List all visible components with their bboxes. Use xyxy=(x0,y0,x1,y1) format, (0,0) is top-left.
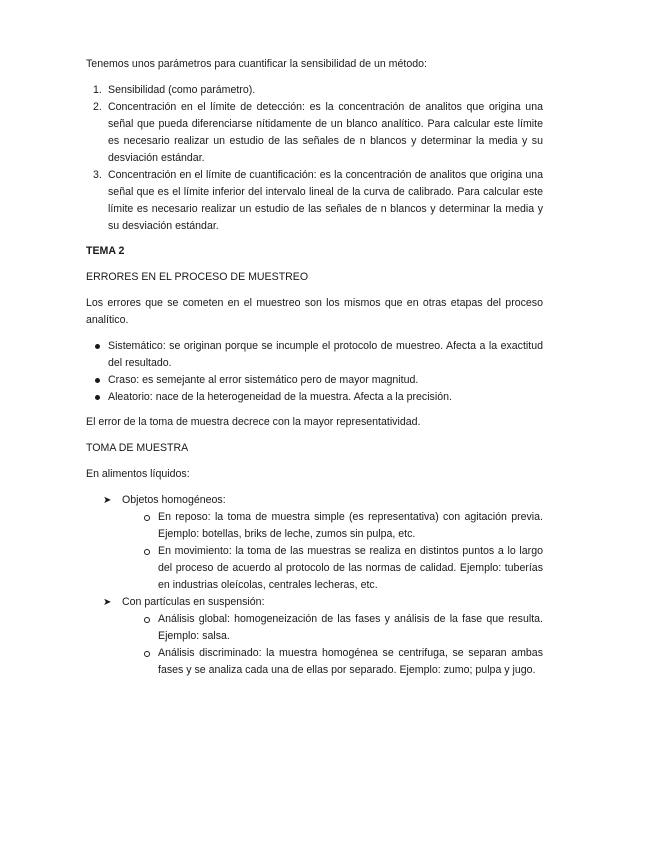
sample-type-label: Con partículas en suspensión: xyxy=(122,596,265,608)
bullet-icon xyxy=(95,344,100,349)
error-type-text: Craso: es semejante al error sistemático pero de mayor magnitud. xyxy=(108,374,419,386)
circle-bullet-icon xyxy=(144,651,150,657)
sample-type-item xyxy=(86,594,543,679)
sample-subtype-text: En movimiento: la toma de las muestras se realiza en distintos puntos a lo largo del proceso de acuerdo al protocolo de las normas de calidad. Ejemplo: tuberías en industrias oleícolas, centrales lecheras, etc. xyxy=(158,545,543,591)
sample-subtype-text: En reposo: la toma de muestra simple (es representativa) con agitación previa. Ejemplo: botellas, briks de leche, zumos sin pulpa, etc. xyxy=(158,511,543,540)
parameter-text: Concentración en el límite de cuantificación: es la concentración de analitos que origina una señal que es el límite inferior del intervalo lineal de la curva de calibrado. Para calcular este límite es necesario realizar un estudio de las señales de n blancos y determinar la media y su desviación estándar. xyxy=(108,169,543,232)
list-number: 1. xyxy=(93,84,102,96)
circle-bullet-icon xyxy=(144,617,150,623)
sample-subtype-item xyxy=(122,509,543,543)
chapter-heading: TEMA 2 xyxy=(86,245,125,257)
error-type-item xyxy=(86,372,543,389)
list-number: 2. xyxy=(93,101,102,113)
subsection-title: TOMA DE MUESTRA xyxy=(86,442,189,454)
liquids-intro-paragraph: En alimentos líquidos: xyxy=(86,468,190,480)
error-type-text: Aleatorio: nace de la heterogeneidad de la muestra. Afecta a la precisión. xyxy=(108,391,452,403)
sample-subtype-list xyxy=(122,611,543,679)
error-type-text: Sistemático: se originan porque se incumple el protocolo de muestreo. Afecta a la exactitud del resultado. xyxy=(108,340,543,369)
sample-type-label: Objetos homogéneos: xyxy=(122,494,226,506)
parameter-item xyxy=(86,82,543,99)
sample-subtype-item xyxy=(122,645,543,679)
parameter-text: Concentración en el límite de detección: es la concentración de analitos que origina una señal que pueda diferenciarse nítidamente de un blanco analítico. Para calcular este límite es necesario realizar un estudio de las señales de n blancos y determinar la media y su desviación estándar. xyxy=(108,101,543,164)
parameter-list xyxy=(86,82,543,235)
circle-bullet-icon xyxy=(144,549,150,555)
error-types-list xyxy=(86,338,543,406)
intro-paragraph: Tenemos unos parámetros para cuantificar la sensibilidad de un método: xyxy=(86,58,427,70)
sample-subtype-item xyxy=(122,611,543,645)
sample-type-item xyxy=(86,492,543,594)
error-type-item xyxy=(86,338,543,372)
bullet-icon xyxy=(95,395,100,400)
sample-subtype-text: Análisis discriminado: la muestra homogénea se centrifuga, se separan ambas fases y se analiza cada una de ellas por separado. Ejemplo: zumo; pulpa y jugo. xyxy=(158,647,543,676)
list-number: 3. xyxy=(93,169,102,181)
errors-intro-paragraph: Los errores que se cometen en el muestreo son los mismos que en otras etapas del proceso analítico. xyxy=(86,297,543,326)
arrow-bullet-icon: ➤ xyxy=(103,495,112,506)
bullet-icon xyxy=(95,378,100,383)
error-note-paragraph: El error de la toma de muestra decrece con la mayor representatividad. xyxy=(86,416,421,428)
sample-subtype-list xyxy=(122,509,543,594)
parameter-text: Sensibilidad (como parámetro). xyxy=(108,84,256,96)
sample-subtype-text: Análisis global: homogeneización de las fases y análisis de la fase que resulta. Ejemplo: salsa. xyxy=(158,613,543,642)
arrow-bullet-icon: ➤ xyxy=(103,597,112,608)
error-type-item xyxy=(86,389,543,406)
sample-subtype-item xyxy=(122,543,543,594)
parameter-item xyxy=(86,167,543,235)
document-body xyxy=(86,56,543,679)
section-title: ERRORES EN EL PROCESO DE MUESTREO xyxy=(86,271,309,283)
circle-bullet-icon xyxy=(144,515,150,521)
parameter-item xyxy=(86,99,543,167)
sample-type-list xyxy=(86,492,543,679)
